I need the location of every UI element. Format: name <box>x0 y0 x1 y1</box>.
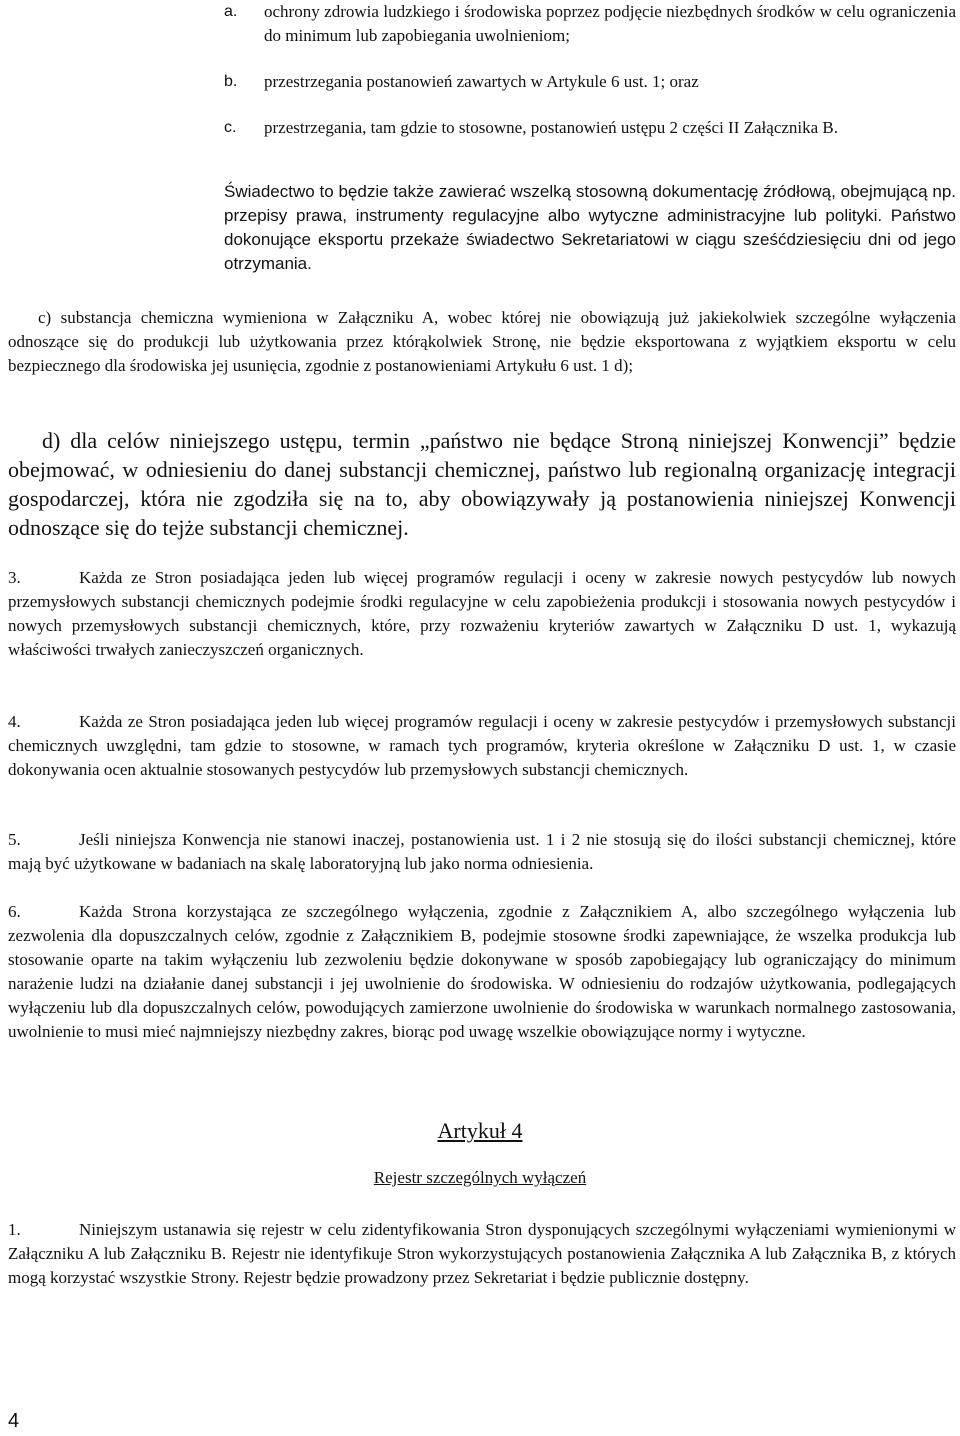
page-number: 4 <box>8 1410 20 1432</box>
certificate-note: Świadectwo to będzie także zawierać wszelką stosowną dokumentację źródłową, obejmującą np. przepisy prawa, instrumenty regulacyjne albo wytyczne administracyjne lub polityki. Państwo dokonujące eksportu przekaże świadectwo Sekretariatowi w ciągu sześćdziesięciu dni od jego otrzymania. <box>224 182 956 273</box>
paragraph-4 <box>8 710 956 782</box>
paragraph-number: 4. <box>8 712 21 731</box>
paragraph-d: d) dla celów niniejszego ustępu, termin „państwo nie będące Stroną niniejszej Konwencji” będzie obejmować, w odniesieniu do danej substancji chemicznej, państwo lub regionalną organizację integracji gospodarczej, która nie zgodziła się na to, aby obowiązywały ją postanowienia niniejszej Konwencji odnoszące się do tejże substancji chemicznej. <box>8 428 956 540</box>
paragraph-6 <box>8 900 956 1044</box>
paragraph-number: 6. <box>8 902 21 921</box>
list-item <box>224 0 956 48</box>
list-item-text: przestrzegania, tam gdzie to stosowne, postanowień ustępu 2 części II Załącznika B. <box>264 118 839 137</box>
list-marker: b. <box>224 73 238 90</box>
paragraph-number: 5. <box>8 830 21 849</box>
paragraph-c: c) substancja chemiczna wymieniona w Załączniku A, wobec której nie obowiązują już jakiekolwiek szczególne wyłączenia odnoszące się do produkcji lub użytkowania przez którąkolwiek Stronę, nie będzie eksportowana z wyjątkiem eksportu w celu bezpiecznego dla środowiska jej usunięcia, zgodnie z postanowieniami Artykułu 6 ust. 1 d); <box>8 308 956 375</box>
paragraph-text: Każda Strona korzystająca ze szczególnego wyłączenia, zgodnie z Załącznikiem A, albo szczególnego wyłączenia lub zezwolenia dla dopuszczalnych celów, zgodnie z Załącznikiem B, podejmie stosowne środki zapewniające, że wszelka produkcja lub stosowanie oparte na takim wyłączeniu lub zezwoleniu będzie dokonywane w sposób zapobiegający lub ograniczający do minimum narażenie ludzi na działanie danej substancji i jej uwolnienie do środowiska. W odniesieniu do rodzajów użytkowania, podlegających wyłączeniu lub dla dopuszczalnych celów, powodujących zamierzone uwolnienie do środowiska w warunkach normalnego zastosowania, uwolnienie to musi mieć najmniejszy niezbędny zakres, biorąc pod uwagę wszelkie obowiązujące normy i wytyczne. <box>8 902 956 1041</box>
paragraph-text: Każda ze Stron posiadająca jeden lub więcej programów regulacji i oceny w zakresie nowych pestycydów lub nowych przemysłowych substancji chemicznych podejmie środki regulacyjne w celu zapobieżenia produkcji i stosowania nowych pestycydów i nowych przemysłowych substancji chemicznych, które, przy rozważeniu kryteriów zawartych w Załączniku D ust. 1, wykazują właściwości trwałych zanieczyszczeń organicznych. <box>8 568 956 659</box>
list-item <box>224 70 956 94</box>
paragraph-text: Każda ze Stron posiadająca jeden lub więcej programów regulacji i oceny w zakresie pestycydów i przemysłowych substancji chemicznych uwzględni, tam gdzie to stosowne, w ramach tych programów, kryteria określone w Załączniku D ust. 1, w czasie dokonywania ocen aktualnie stosowanych pestycydów lub przemysłowych substancji chemicznych. <box>8 712 956 779</box>
list-marker: a. <box>224 3 238 20</box>
list-marker: c. <box>224 119 237 136</box>
sublist <box>224 0 956 162</box>
list-item-text: ochrony zdrowia ludzkiego i środowiska poprzez podjęcie niezbędnych środków w celu ograniczenia do minimum lub zapobiegania uwolnieniom; <box>264 2 956 45</box>
paragraph-number: 3. <box>8 568 21 587</box>
paragraph-text: Niniejszym ustanawia się rejestr w celu zidentyfikowania Stron dysponujących szczególnymi wyłączeniami wymienionymi w Załączniku A lub Załączniku B. Rejestr nie identyfikuje Stron wykorzystujących postanowienia Załącznika A lub Załącznika B, z których mogą korzystać wszystkie Strony. Rejestr będzie prowadzony przez Sekretariat i będzie publicznie dostępny. <box>8 1220 956 1287</box>
paragraph-3 <box>8 566 956 662</box>
list-item <box>224 116 956 140</box>
list-item-text: przestrzegania postanowień zawartych w Artykule 6 ust. 1; oraz <box>264 72 699 91</box>
article-subtitle: Rejestr szczególnych wyłączeń <box>373 1168 587 1187</box>
paragraph-5 <box>8 828 956 876</box>
article-paragraph-1 <box>8 1218 956 1290</box>
paragraph-text: Jeśli niniejsza Konwencja nie stanowi inaczej, postanowienia ust. 1 i 2 nie stosują się do ilości substancji chemicznej, które mają być użytkowane w badaniach na skalę laboratoryjną lub jako norma odniesienia. <box>8 830 956 873</box>
article-title: Artykuł 4 <box>437 1118 523 1143</box>
paragraph-number: 1. <box>8 1220 21 1239</box>
